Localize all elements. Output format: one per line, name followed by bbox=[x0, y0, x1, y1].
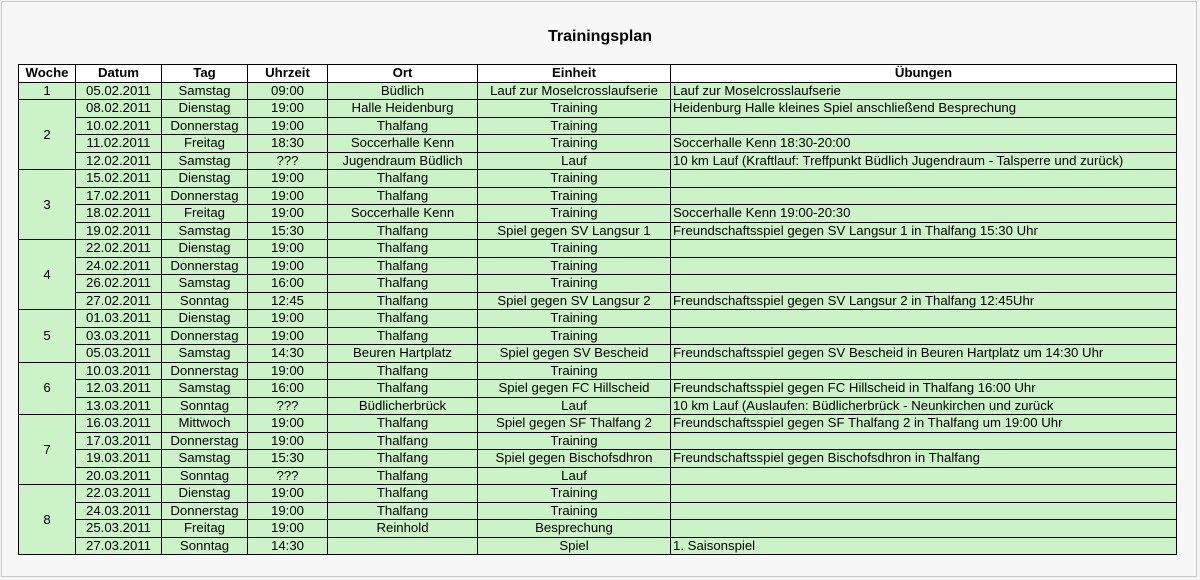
cell-einheit[interactable]: Training bbox=[478, 205, 671, 223]
cell-datum[interactable]: 24.02.2011 bbox=[76, 257, 162, 275]
cell-uhrzeit[interactable]: 14:30 bbox=[248, 345, 328, 363]
cell-uebungen[interactable] bbox=[671, 432, 1177, 450]
cell-einheit[interactable]: Lauf bbox=[478, 467, 671, 485]
cell-uebungen[interactable]: Freundschaftsspiel gegen SV Langsur 1 in Thalfang 15:30 Uhr bbox=[671, 222, 1177, 240]
cell-uebungen[interactable]: Freundschaftsspiel gegen SF Thalfang 2 in Thalfang um 19:00 Uhr bbox=[671, 415, 1177, 433]
cell-uebungen[interactable] bbox=[671, 310, 1177, 328]
cell-uhrzeit[interactable]: 14:30 bbox=[248, 537, 328, 555]
cell-uhrzeit[interactable]: 19:00 bbox=[248, 502, 328, 520]
cell-einheit[interactable]: Training bbox=[478, 117, 671, 135]
cell-datum[interactable]: 24.03.2011 bbox=[76, 502, 162, 520]
cell-uhrzeit[interactable]: 19:00 bbox=[248, 485, 328, 503]
cell-einheit[interactable]: Besprechung bbox=[478, 520, 671, 538]
cell-ort[interactable]: Thalfang bbox=[328, 450, 478, 468]
cell-uhrzeit[interactable]: 19:00 bbox=[248, 240, 328, 258]
column-header-uhrzeit[interactable]: Uhrzeit bbox=[248, 65, 328, 83]
cell-ort[interactable]: Thalfang bbox=[328, 432, 478, 450]
header-row bbox=[19, 65, 1177, 83]
cell-einheit[interactable]: Lauf bbox=[478, 397, 671, 415]
cell-ort[interactable]: Thalfang bbox=[328, 362, 478, 380]
cell-einheit[interactable]: Lauf zur Moselcrosslaufserie bbox=[478, 82, 671, 100]
table-row bbox=[19, 380, 1177, 398]
cell-ort[interactable] bbox=[328, 537, 478, 555]
cell-uebungen[interactable] bbox=[671, 327, 1177, 345]
cell-tag[interactable]: Freitag bbox=[162, 520, 248, 538]
cell-uhrzeit[interactable]: 15:30 bbox=[248, 450, 328, 468]
cell-tag[interactable]: Dienstag bbox=[162, 100, 248, 118]
cell-ort[interactable]: Büdlicherbrück bbox=[328, 397, 478, 415]
cell-ort[interactable]: Jugendraum Büdlich bbox=[328, 152, 478, 170]
table-row bbox=[19, 520, 1177, 538]
table-row bbox=[19, 152, 1177, 170]
cell-uhrzeit[interactable]: 19:00 bbox=[248, 327, 328, 345]
cell-tag[interactable]: Samstag bbox=[162, 275, 248, 293]
cell-uebungen[interactable] bbox=[671, 187, 1177, 205]
cell-einheit[interactable]: Training bbox=[478, 240, 671, 258]
cell-tag[interactable]: Donnerstag bbox=[162, 502, 248, 520]
cell-einheit[interactable]: Spiel gegen SF Thalfang 2 bbox=[478, 415, 671, 433]
cell-uhrzeit[interactable]: ??? bbox=[248, 397, 328, 415]
cell-ort[interactable]: Thalfang bbox=[328, 257, 478, 275]
cell-tag[interactable]: Donnerstag bbox=[162, 187, 248, 205]
column-header-einheit[interactable]: Einheit bbox=[478, 65, 671, 83]
table-row bbox=[19, 292, 1177, 310]
table-row bbox=[19, 117, 1177, 135]
cell-ort[interactable]: Thalfang bbox=[328, 502, 478, 520]
cell-woche[interactable]: 2 bbox=[19, 100, 76, 170]
cell-uhrzeit[interactable]: 19:00 bbox=[248, 310, 328, 328]
cell-datum[interactable]: 05.02.2011 bbox=[76, 82, 162, 100]
cell-tag[interactable]: Sonntag bbox=[162, 537, 248, 555]
cell-einheit[interactable]: Training bbox=[478, 275, 671, 293]
cell-einheit[interactable]: Training bbox=[478, 432, 671, 450]
cell-uebungen[interactable] bbox=[671, 240, 1177, 258]
cell-datum[interactable]: 22.03.2011 bbox=[76, 485, 162, 503]
cell-uhrzeit[interactable]: 19:00 bbox=[248, 205, 328, 223]
cell-uhrzeit[interactable]: ??? bbox=[248, 152, 328, 170]
cell-datum[interactable]: 19.03.2011 bbox=[76, 450, 162, 468]
table-row bbox=[19, 222, 1177, 240]
cell-woche[interactable]: 1 bbox=[19, 82, 76, 100]
cell-datum[interactable]: 03.03.2011 bbox=[76, 327, 162, 345]
table-row bbox=[19, 187, 1177, 205]
table-row bbox=[19, 257, 1177, 275]
cell-uebungen[interactable]: Freundschaftsspiel gegen FC Hillscheid in Thalfang 16:00 Uhr bbox=[671, 380, 1177, 398]
cell-uhrzeit[interactable]: 19:00 bbox=[248, 117, 328, 135]
cell-tag[interactable]: Dienstag bbox=[162, 485, 248, 503]
cell-uebungen[interactable]: 10 km Lauf (Kraftlauf: Treffpunkt Büdlich Jugendraum - Talsperre und zurück) bbox=[671, 152, 1177, 170]
cell-uhrzeit[interactable]: 19:00 bbox=[248, 415, 328, 433]
cell-einheit[interactable]: Training bbox=[478, 485, 671, 503]
cell-uebungen[interactable]: Freundschaftsspiel gegen SV Langsur 2 in Thalfang 12:45Uhr bbox=[671, 292, 1177, 310]
table-row bbox=[19, 485, 1177, 503]
page-title: Trainingsplan bbox=[547, 28, 652, 45]
cell-tag[interactable]: Freitag bbox=[162, 135, 248, 153]
table-row bbox=[19, 397, 1177, 415]
cell-ort[interactable]: Beuren Hartplatz bbox=[328, 345, 478, 363]
cell-tag[interactable]: Samstag bbox=[162, 345, 248, 363]
cell-datum[interactable]: 16.03.2011 bbox=[76, 415, 162, 433]
cell-uebungen[interactable] bbox=[671, 502, 1177, 520]
cell-ort[interactable]: Thalfang bbox=[328, 170, 478, 188]
cell-tag[interactable]: Sonntag bbox=[162, 467, 248, 485]
cell-datum[interactable]: 12.03.2011 bbox=[76, 380, 162, 398]
cell-uebungen[interactable] bbox=[671, 485, 1177, 503]
cell-datum[interactable]: 25.03.2011 bbox=[76, 520, 162, 538]
cell-datum[interactable]: 15.02.2011 bbox=[76, 170, 162, 188]
cell-datum[interactable]: 17.03.2011 bbox=[76, 432, 162, 450]
cell-einheit[interactable]: Spiel bbox=[478, 537, 671, 555]
cell-uebungen[interactable]: Soccerhalle Kenn 19:00-20:30 bbox=[671, 205, 1177, 223]
table-row bbox=[19, 205, 1177, 223]
cell-tag[interactable]: Samstag bbox=[162, 82, 248, 100]
column-header-datum[interactable]: Datum bbox=[76, 65, 162, 83]
cell-uhrzeit[interactable]: 19:00 bbox=[248, 187, 328, 205]
cell-einheit[interactable]: Spiel gegen SV Langsur 1 bbox=[478, 222, 671, 240]
cell-einheit[interactable]: Training bbox=[478, 170, 671, 188]
cell-ort[interactable]: Thalfang bbox=[328, 275, 478, 293]
cell-uebungen[interactable]: Freundschaftsspiel gegen Bischofsdhron in Thalfang bbox=[671, 450, 1177, 468]
cell-uebungen[interactable]: Heidenburg Halle kleines Spiel anschließend Besprechung bbox=[671, 100, 1177, 118]
cell-einheit[interactable]: Training bbox=[478, 362, 671, 380]
cell-uebungen[interactable] bbox=[671, 520, 1177, 538]
cell-tag[interactable]: Samstag bbox=[162, 380, 248, 398]
cell-datum[interactable]: 05.03.2011 bbox=[76, 345, 162, 363]
cell-datum[interactable]: 12.02.2011 bbox=[76, 152, 162, 170]
cell-uebungen[interactable]: Freundschaftsspiel gegen SV Bescheid in Beuren Hartplatz um 14:30 Uhr bbox=[671, 345, 1177, 363]
cell-einheit[interactable]: Spiel gegen FC Hillscheid bbox=[478, 380, 671, 398]
table-row bbox=[19, 432, 1177, 450]
cell-uhrzeit[interactable]: 19:00 bbox=[248, 170, 328, 188]
cell-datum[interactable]: 19.02.2011 bbox=[76, 222, 162, 240]
cell-uebungen[interactable] bbox=[671, 117, 1177, 135]
cell-datum[interactable]: 20.03.2011 bbox=[76, 467, 162, 485]
cell-tag[interactable]: Dienstag bbox=[162, 170, 248, 188]
cell-uebungen[interactable] bbox=[671, 467, 1177, 485]
table-row bbox=[19, 170, 1177, 188]
cell-ort[interactable]: Thalfang bbox=[328, 117, 478, 135]
cell-ort[interactable]: Halle Heidenburg bbox=[328, 100, 478, 118]
cell-ort[interactable]: Thalfang bbox=[328, 380, 478, 398]
cell-uhrzeit[interactable]: 19:00 bbox=[248, 257, 328, 275]
column-header-ort[interactable]: Ort bbox=[328, 65, 478, 83]
cell-ort[interactable]: Reinhold bbox=[328, 520, 478, 538]
cell-datum[interactable]: 08.02.2011 bbox=[76, 100, 162, 118]
training-table bbox=[18, 64, 1177, 555]
cell-tag[interactable]: Samstag bbox=[162, 450, 248, 468]
table-row bbox=[19, 100, 1177, 118]
cell-ort[interactable]: Thalfang bbox=[328, 485, 478, 503]
cell-tag[interactable]: Sonntag bbox=[162, 292, 248, 310]
cell-tag[interactable]: Donnerstag bbox=[162, 362, 248, 380]
cell-datum[interactable]: 26.02.2011 bbox=[76, 275, 162, 293]
table-row bbox=[19, 415, 1177, 433]
table-row bbox=[19, 135, 1177, 153]
table-row bbox=[19, 82, 1177, 100]
cell-datum[interactable]: 10.02.2011 bbox=[76, 117, 162, 135]
cell-ort[interactable]: Büdlich bbox=[328, 82, 478, 100]
cell-ort[interactable]: Thalfang bbox=[328, 187, 478, 205]
cell-uebungen[interactable]: Lauf zur Moselcrosslaufserie bbox=[671, 82, 1177, 100]
cell-uhrzeit[interactable]: 15:30 bbox=[248, 222, 328, 240]
cell-woche[interactable]: 6 bbox=[19, 362, 76, 415]
cell-uebungen[interactable] bbox=[671, 275, 1177, 293]
cell-einheit[interactable]: Spiel gegen Bischofsdhron bbox=[478, 450, 671, 468]
cell-uebungen[interactable] bbox=[671, 362, 1177, 380]
cell-uebungen[interactable]: 10 km Lauf (Auslaufen: Büdlicherbrück - Neunkirchen und zurück bbox=[671, 397, 1177, 415]
cell-uhrzeit[interactable]: 12:45 bbox=[248, 292, 328, 310]
cell-datum[interactable]: 10.03.2011 bbox=[76, 362, 162, 380]
cell-tag[interactable]: Donnerstag bbox=[162, 327, 248, 345]
cell-uebungen[interactable]: 1. Saisonspiel bbox=[671, 537, 1177, 555]
column-header-uebungen[interactable]: Übungen bbox=[671, 65, 1177, 83]
cell-datum[interactable]: 01.03.2011 bbox=[76, 310, 162, 328]
cell-datum[interactable]: 27.03.2011 bbox=[76, 537, 162, 555]
cell-einheit[interactable]: Training bbox=[478, 327, 671, 345]
cell-uebungen[interactable] bbox=[671, 170, 1177, 188]
cell-tag[interactable]: Mittwoch bbox=[162, 415, 248, 433]
table-row bbox=[19, 502, 1177, 520]
cell-datum[interactable]: 27.02.2011 bbox=[76, 292, 162, 310]
cell-ort[interactable]: Thalfang bbox=[328, 327, 478, 345]
cell-woche[interactable]: 4 bbox=[19, 240, 76, 310]
cell-ort[interactable]: Soccerhalle Kenn bbox=[328, 135, 478, 153]
cell-ort[interactable]: Thalfang bbox=[328, 240, 478, 258]
cell-ort[interactable]: Soccerhalle Kenn bbox=[328, 205, 478, 223]
table-row bbox=[19, 362, 1177, 380]
table-row bbox=[19, 310, 1177, 328]
cell-einheit[interactable]: Spiel gegen SV Bescheid bbox=[478, 345, 671, 363]
table-body bbox=[19, 82, 1177, 555]
cell-ort[interactable]: Thalfang bbox=[328, 467, 478, 485]
table-row bbox=[19, 240, 1177, 258]
cell-uhrzeit[interactable]: ??? bbox=[248, 467, 328, 485]
cell-tag[interactable]: Donnerstag bbox=[162, 257, 248, 275]
cell-uebungen[interactable] bbox=[671, 257, 1177, 275]
table-row bbox=[19, 345, 1177, 363]
table-row bbox=[19, 450, 1177, 468]
cell-tag[interactable]: Donnerstag bbox=[162, 432, 248, 450]
cell-datum[interactable]: 22.02.2011 bbox=[76, 240, 162, 258]
table-row bbox=[19, 537, 1177, 555]
cell-tag[interactable]: Freitag bbox=[162, 205, 248, 223]
cell-datum[interactable]: 11.02.2011 bbox=[76, 135, 162, 153]
column-header-tag[interactable]: Tag bbox=[162, 65, 248, 83]
cell-tag[interactable]: Dienstag bbox=[162, 240, 248, 258]
cell-uhrzeit[interactable]: 19:00 bbox=[248, 100, 328, 118]
cell-tag[interactable]: Samstag bbox=[162, 222, 248, 240]
cell-ort[interactable]: Thalfang bbox=[328, 292, 478, 310]
table-row bbox=[19, 275, 1177, 293]
table-row bbox=[19, 467, 1177, 485]
cell-ort[interactable]: Thalfang bbox=[328, 415, 478, 433]
cell-einheit[interactable]: Training bbox=[478, 257, 671, 275]
table-row bbox=[19, 327, 1177, 345]
cell-tag[interactable]: Sonntag bbox=[162, 397, 248, 415]
cell-einheit[interactable]: Spiel gegen SV Langsur 2 bbox=[478, 292, 671, 310]
cell-einheit[interactable]: Training bbox=[478, 100, 671, 118]
cell-uhrzeit[interactable]: 18:30 bbox=[248, 135, 328, 153]
cell-tag[interactable]: Donnerstag bbox=[162, 117, 248, 135]
cell-datum[interactable]: 17.02.2011 bbox=[76, 187, 162, 205]
cell-uhrzeit[interactable]: 19:00 bbox=[248, 520, 328, 538]
cell-uhrzeit[interactable]: 16:00 bbox=[248, 275, 328, 293]
cell-einheit[interactable]: Training bbox=[478, 187, 671, 205]
cell-woche[interactable]: 8 bbox=[19, 485, 76, 555]
cell-einheit[interactable]: Lauf bbox=[478, 152, 671, 170]
column-header-woche[interactable]: Woche bbox=[19, 65, 76, 83]
cell-uhrzeit[interactable]: 09:00 bbox=[248, 82, 328, 100]
cell-uebungen[interactable]: Soccerhalle Kenn 18:30-20:00 bbox=[671, 135, 1177, 153]
cell-einheit[interactable]: Training bbox=[478, 310, 671, 328]
cell-woche[interactable]: 3 bbox=[19, 170, 76, 240]
cell-einheit[interactable]: Training bbox=[478, 502, 671, 520]
cell-woche[interactable]: 5 bbox=[19, 310, 76, 363]
cell-tag[interactable]: Samstag bbox=[162, 152, 248, 170]
cell-datum[interactable]: 13.03.2011 bbox=[76, 397, 162, 415]
cell-ort[interactable]: Thalfang bbox=[328, 222, 478, 240]
cell-ort[interactable]: Thalfang bbox=[328, 310, 478, 328]
cell-datum[interactable]: 18.02.2011 bbox=[76, 205, 162, 223]
cell-uhrzeit[interactable]: 16:00 bbox=[248, 380, 328, 398]
cell-einheit[interactable]: Training bbox=[478, 135, 671, 153]
cell-woche[interactable]: 7 bbox=[19, 415, 76, 485]
cell-uhrzeit[interactable]: 19:00 bbox=[248, 432, 328, 450]
cell-tag[interactable]: Dienstag bbox=[162, 310, 248, 328]
cell-uhrzeit[interactable]: 19:00 bbox=[248, 362, 328, 380]
